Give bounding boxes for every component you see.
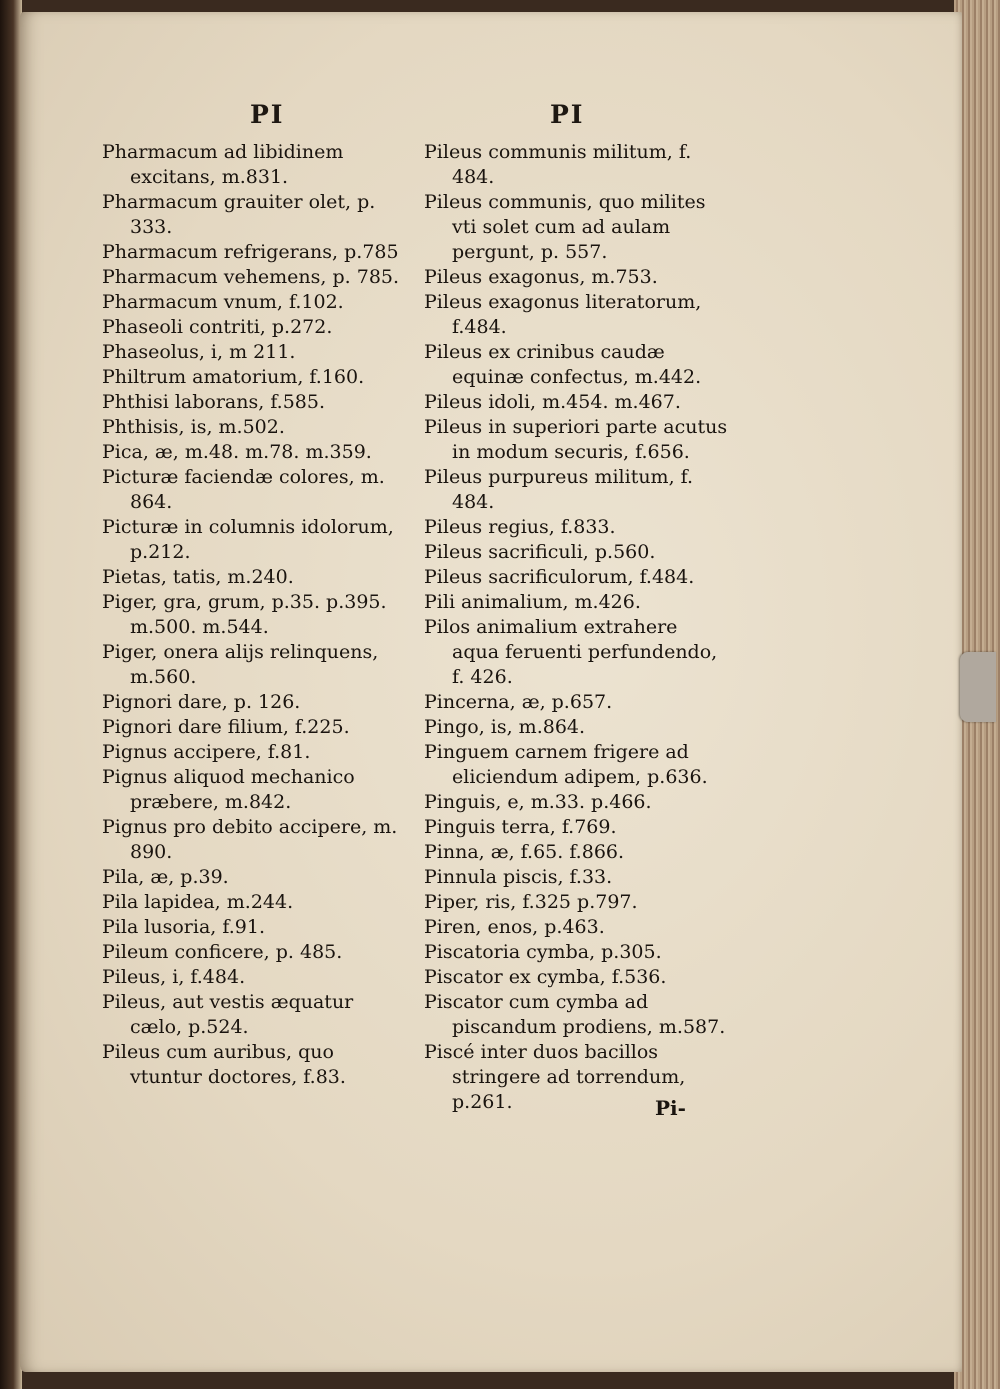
index-entry: Piger, gra, grum, p.35. p.395. m.500. m.544.: [102, 591, 387, 638]
index-entry: Piscé inter duos bacillos stringere ad torrendum, p.261.: [424, 1041, 686, 1113]
running-header-left: PI: [250, 100, 285, 129]
book-page: [20, 12, 962, 1372]
index-entry: Pileum conficere, p. 485.: [102, 941, 343, 963]
catchword: Pi-: [655, 1096, 686, 1120]
index-entry: Phthisis, is, m.502.: [102, 416, 285, 438]
index-entry: Pingo, is, m.864.: [424, 716, 586, 738]
index-entry: Piger, onera alijs relinquens, m.560.: [102, 641, 379, 688]
index-entry: Pharmacum refrigerans, p.785: [102, 241, 399, 263]
index-entry: Pileus regius, f.833.: [424, 516, 616, 538]
index-entry: Pignori dare filium, f.225.: [102, 716, 350, 738]
index-entry: Pila lapidea, m.244.: [102, 891, 294, 913]
index-entry: Pica, æ, m.48. m.78. m.359.: [102, 441, 372, 463]
index-entry: Pili animalium, m.426.: [424, 591, 641, 613]
index-entry: Pinnula piscis, f.33.: [424, 866, 613, 888]
index-column-right: [424, 140, 729, 1115]
index-entry: Pileus in superiori parte acutus in modum securis, f.656.: [424, 416, 728, 463]
index-entry: Pileus, i, f.484.: [102, 966, 246, 988]
index-entry: Pila, æ, p.39.: [102, 866, 229, 888]
index-entry: Piscator ex cymba, f.536.: [424, 966, 667, 988]
index-entry: Picturæ faciendæ colores, m. 864.: [102, 466, 385, 513]
index-column-left: [102, 140, 402, 1090]
index-entry: Pileus ex crinibus caudæ equinæ confectus, m.442.: [424, 341, 702, 388]
index-entry: Philtrum amatorium, f.160.: [102, 366, 365, 388]
index-entry: Pileus sacrificuli, p.560.: [424, 541, 656, 563]
index-entry: Pileus cum auribus, quo vtuntur doctores, f.83.: [102, 1041, 346, 1088]
index-entry: Pignus aliquod mechanico præbere, m.842.: [102, 766, 355, 813]
index-entry: Piscator cum cymba ad piscandum prodiens, m.587.: [424, 991, 726, 1038]
index-entry: Pignori dare, p. 126.: [102, 691, 301, 713]
index-entry: Pileus communis, quo milites vti solet cum ad aulam pergunt, p. 557.: [424, 191, 706, 263]
index-entry: Piscatoria cymba, p.305.: [424, 941, 662, 963]
index-entry: Pharmacum ad libidinem excitans, m.831.: [102, 141, 344, 188]
index-entry: Pharmacum grauiter olet, p. 333.: [102, 191, 376, 238]
index-entry: Pileus exagonus literatorum, f.484.: [424, 291, 702, 338]
index-entry: Pilos animalium extrahere aqua feruenti perfundendo, f. 426.: [424, 616, 718, 688]
index-entry: Piper, ris, f.325 p.797.: [424, 891, 638, 913]
index-entry: Pileus sacrificulorum, f.484.: [424, 566, 695, 588]
index-entry: Pileus, aut vestis æquatur cælo, p.524.: [102, 991, 354, 1038]
index-entry: Pileus purpureus militum, f. 484.: [424, 466, 694, 513]
index-entry: Pileus communis militum, f. 484.: [424, 141, 692, 188]
index-entry: Pincerna, æ, p.657.: [424, 691, 613, 713]
book-binding: [0, 0, 22, 1389]
index-entry: Phaseoli contriti, p.272.: [102, 316, 333, 338]
index-entry: Pignus pro debito accipere, m. 890.: [102, 816, 398, 863]
index-entry: Pileus idoli, m.454. m.467.: [424, 391, 681, 413]
index-entry: Pinguis terra, f.769.: [424, 816, 617, 838]
index-entry: Pileus exagonus, m.753.: [424, 266, 658, 288]
index-entry: Pinguem carnem frigere ad eliciendum adipem, p.636.: [424, 741, 708, 788]
index-entry: Pietas, tatis, m.240.: [102, 566, 294, 588]
index-entry: Pinna, æ, f.65. f.866.: [424, 841, 625, 863]
index-entry: Phthisi laborans, f.585.: [102, 391, 326, 413]
index-entry: Pharmacum vehemens, p. 785.: [102, 266, 400, 288]
running-header-right: PI: [550, 100, 585, 129]
index-entry: Picturæ in columnis idolorum, p.212.: [102, 516, 394, 563]
index-entry: Piren, enos, p.463.: [424, 916, 605, 938]
index-entry: Pinguis, e, m.33. p.466.: [424, 791, 652, 813]
index-entry: Pila lusoria, f.91.: [102, 916, 265, 938]
index-entry: Phaseolus, i, m 211.: [102, 341, 296, 363]
page-tab-marker: [960, 652, 996, 722]
index-entry: Pharmacum vnum, f.102.: [102, 291, 344, 313]
index-entry: Pignus accipere, f.81.: [102, 741, 311, 763]
